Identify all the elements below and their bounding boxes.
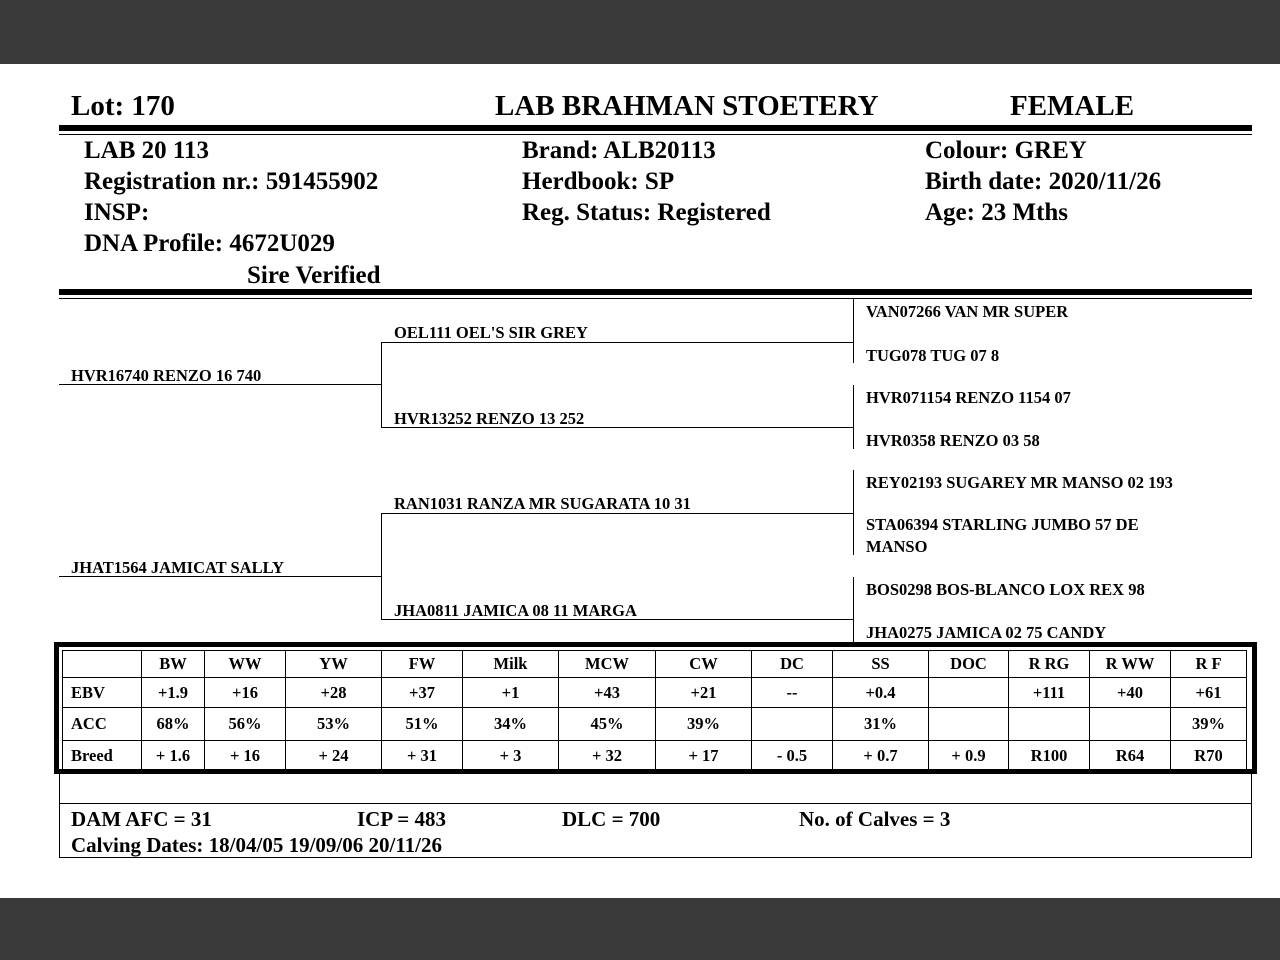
- dna-profile: DNA Profile: 4672U029: [84, 230, 335, 257]
- ebv-cell: [929, 678, 1009, 708]
- acc-cell: [752, 708, 833, 741]
- ebv-header-cell: [63, 651, 142, 678]
- breeder-name: LAB BRAHMAN STOETERY: [495, 90, 879, 122]
- registration-number: Registration nr.: 591455902: [84, 168, 379, 195]
- pedigree-line: [381, 513, 382, 620]
- ebv-row-label: EBV: [63, 678, 142, 708]
- breed-cell: - 0.5: [752, 741, 833, 771]
- pedigree-dam-dam: JHA0811 JAMICA 08 11 MARGA: [394, 601, 637, 620]
- pedigree-sire-sire: OEL111 OEL'S SIR GREY: [394, 323, 588, 342]
- sire-verified: Sire Verified: [247, 262, 381, 289]
- pedigree-line: [381, 513, 853, 514]
- dam-calves: No. of Calves = 3: [799, 807, 951, 831]
- colour: Colour: GREY: [925, 137, 1087, 164]
- acc-row-label: ACC: [63, 708, 142, 741]
- pedigree-gg-7: BOS0298 BOS-BLANCO LOX REX 98: [866, 580, 1145, 599]
- header-rule-thin: [59, 134, 1252, 135]
- ebv-header-cell: BW: [142, 651, 205, 678]
- age: Age: 23 Mths: [925, 199, 1069, 226]
- ebv-cell: +1.9: [142, 678, 205, 708]
- pedigree-dam: JHAT1564 JAMICAT SALLY: [71, 558, 285, 577]
- ebv-header-row: [63, 651, 1247, 678]
- breed-cell: + 32: [559, 741, 656, 771]
- dam-info-separator: [59, 803, 1252, 804]
- dam-afc: DAM AFC = 31: [71, 807, 212, 831]
- breed-cell: + 16: [205, 741, 286, 771]
- ebv-header-cell: CW: [656, 651, 752, 678]
- ebv-cell: +61: [1171, 678, 1247, 708]
- ebv-table: [62, 650, 1247, 771]
- birth-date: Birth date: 2020/11/26: [925, 168, 1162, 195]
- ebv-cell: +111: [1009, 678, 1090, 708]
- breed-cell: R70: [1171, 741, 1247, 771]
- acc-cell: 51%: [382, 708, 463, 741]
- pedigree-gg-6: STA06394 STARLING JUMBO 57 DE: [866, 515, 1139, 534]
- dam-dlc: DLC = 700: [562, 807, 661, 831]
- breed-cell: + 31: [382, 741, 463, 771]
- pedigree-gg-6-cont: MANSO: [866, 537, 928, 556]
- ebv-cell: --: [752, 678, 833, 708]
- breed-row: [63, 741, 1247, 771]
- pedigree-rule-thin: [59, 298, 1252, 299]
- pedigree-sire-dam: HVR13252 RENZO 13 252: [394, 409, 585, 428]
- acc-cell: 34%: [463, 708, 559, 741]
- ebv-cell: +43: [559, 678, 656, 708]
- acc-row: [63, 708, 1247, 741]
- brand: Brand: ALB20113: [522, 137, 716, 164]
- pedigree-line: [381, 342, 382, 428]
- breed-cell: + 1.6: [142, 741, 205, 771]
- acc-cell: 39%: [1171, 708, 1247, 741]
- pedigree-gg-4: HVR0358 RENZO 03 58: [866, 431, 1040, 450]
- dam-icp: ICP = 483: [357, 807, 446, 831]
- pedigree-rule-thick: [59, 289, 1252, 295]
- sex-label: FEMALE: [1010, 90, 1135, 122]
- pedigree-gg-3: HVR071154 RENZO 1154 07: [866, 388, 1071, 407]
- breed-cell: R100: [1009, 741, 1090, 771]
- calving-dates: Calving Dates: 18/04/05 19/09/06 20/11/26: [71, 833, 443, 857]
- ebv-header-cell: R WW: [1090, 651, 1171, 678]
- acc-cell: 53%: [286, 708, 382, 741]
- ebv-header-cell: R F: [1171, 651, 1247, 678]
- pedigree-line: [853, 385, 854, 449]
- breed-cell: + 24: [286, 741, 382, 771]
- bottom-dark-bar: [0, 898, 1280, 960]
- pedigree-gg-5: REY02193 SUGAREY MR MANSO 02 193: [866, 473, 1173, 492]
- pedigree-gg-8: JHA0275 JAMICA 02 75 CANDY: [866, 623, 1107, 642]
- breed-cell: + 3: [463, 741, 559, 771]
- ebv-cell: +1: [463, 678, 559, 708]
- breed-cell: R64: [1090, 741, 1171, 771]
- ebv-cell: +0.4: [833, 678, 929, 708]
- ebv-cell: +21: [656, 678, 752, 708]
- ebv-header-cell: WW: [205, 651, 286, 678]
- pedigree-line: [853, 577, 854, 643]
- breed-cell: + 0.7: [833, 741, 929, 771]
- ebv-cell: +37: [382, 678, 463, 708]
- registration-status: Reg. Status: Registered: [522, 199, 771, 226]
- pedigree-sire: HVR16740 RENZO 16 740: [71, 366, 262, 385]
- ebv-header-cell: DOC: [929, 651, 1009, 678]
- ebv-header-cell: SS: [833, 651, 929, 678]
- ebv-cell: +28: [286, 678, 382, 708]
- ebv-header-cell: Milk: [463, 651, 559, 678]
- herdbook: Herdbook: SP: [522, 168, 675, 195]
- acc-cell: [1090, 708, 1171, 741]
- pedigree-gg-1: VAN07266 VAN MR SUPER: [866, 302, 1069, 321]
- breed-cell: + 17: [656, 741, 752, 771]
- pedigree-line: [853, 299, 854, 363]
- acc-cell: 68%: [142, 708, 205, 741]
- ebv-cell: +16: [205, 678, 286, 708]
- pedigree-gg-2: TUG078 TUG 07 8: [866, 346, 1000, 365]
- pedigree-line: [381, 342, 853, 343]
- header-rule-thick: [59, 125, 1252, 131]
- acc-cell: 56%: [205, 708, 286, 741]
- breed-row-label: Breed: [63, 741, 142, 771]
- insp-label: INSP:: [84, 199, 150, 226]
- pedigree-dam-sire: RAN1031 RANZA MR SUGARATA 10 31: [394, 494, 691, 513]
- breed-cell: + 0.9: [929, 741, 1009, 771]
- ebv-header-cell: DC: [752, 651, 833, 678]
- top-dark-bar: [0, 0, 1280, 64]
- acc-cell: [1009, 708, 1090, 741]
- lot-number: Lot: 170: [71, 90, 175, 122]
- ebv-cell: +40: [1090, 678, 1171, 708]
- pedigree-line: [853, 470, 854, 555]
- acc-cell: 39%: [656, 708, 752, 741]
- ebv-header-cell: R RG: [1009, 651, 1090, 678]
- ebv-row: [63, 678, 1247, 708]
- acc-cell: [929, 708, 1009, 741]
- ebv-header-cell: MCW: [559, 651, 656, 678]
- acc-cell: 31%: [833, 708, 929, 741]
- acc-cell: 45%: [559, 708, 656, 741]
- ebv-header-cell: FW: [382, 651, 463, 678]
- animal-id: LAB 20 113: [84, 137, 210, 164]
- ebv-header-cell: YW: [286, 651, 382, 678]
